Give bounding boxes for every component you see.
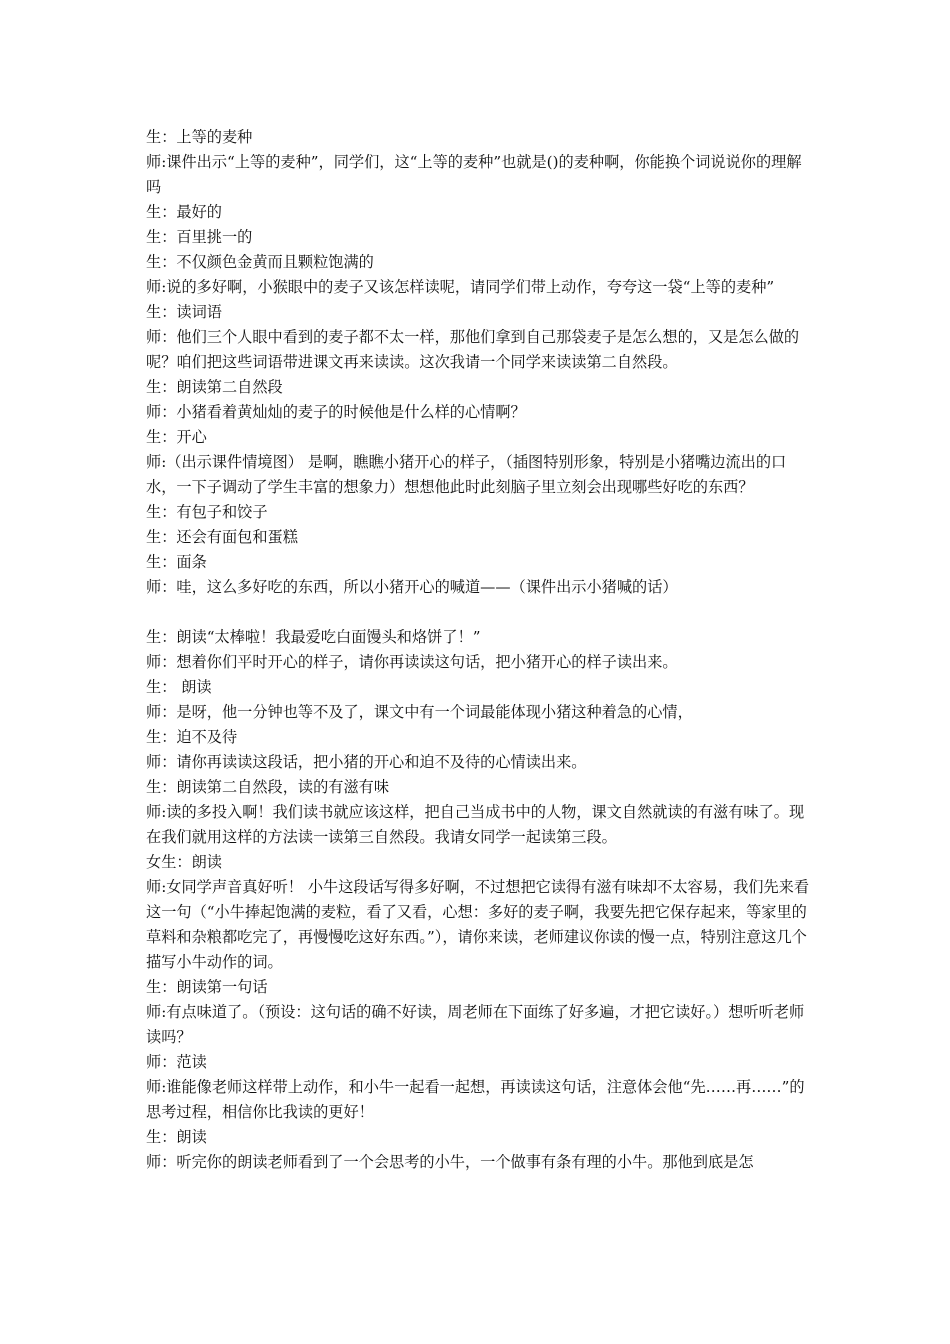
dialogue-line: 生： 朗读 [146,678,212,696]
dialogue-line: 生：面条 [146,553,207,571]
dialogue-line: 生：朗读第二自然段 [146,378,283,396]
dialogue-line: 师:有点味道了。（预设：这句话的确不好读，周老师在下面练了好多遍，才把它读好。）想听听老师读吗？ [146,1003,805,1046]
dialogue-line: 生：还会有面包和蛋糕 [146,528,298,546]
dialogue-line: 生：朗读 [146,1128,207,1146]
dialogue-line: 师：范读 [146,1053,207,1071]
dialogue-line: 师:读的多投入啊！我们读书就应该这样，把自己当成书中的人物，课文自然就读的有滋有味了。现在我们就用这样的方法读一读第三自然段。我请女同学一起读第三段。 [146,803,805,846]
dialogue-line: 师:女同学声音真好听！ 小牛这段话写得多好啊，不过想把它读得有滋有味却不太容易，我们先来看这一句（“小牛捧起饱满的麦粒，看了又看，心想：多好的麦子啊，我要先把它保存起来，等家里的草料和杂粮都吃完了，再慢慢吃这好东西。”），请你来读，老师建议你读的慢一点，特别注意这几个描写小牛动作的词。 [146,878,810,971]
dialogue-line: 师：请你再读读这段话，把小猪的开心和迫不及待的心情读出来。 [146,753,587,771]
dialogue-line: 师:课件出示“上等的麦种”，同学们，这“上等的麦种”也就是()的麦种啊，你能换个词说说你的理解吗 [146,153,802,196]
dialogue-line: 女生：朗读 [146,853,222,871]
dialogue-line: 师：他们三个人眼中看到的麦子都不太一样，那他们拿到自己那袋麦子是怎么想的，又是怎么做的呢？咱们把这些词语带进课文再来读读。这次我请一个同学来读读第二自然段。 [146,328,800,371]
dialogue-line: 生：朗读第二自然段，读的有滋有味 [146,778,389,796]
dialogue-line: 生：朗读“太棒啦！我最爱吃白面馒头和烙饼了！” [146,628,481,646]
dialogue-line: 师：小猪看着黄灿灿的麦子的时候他是什么样的心情啊？ [146,403,526,421]
dialogue-line: 师:（出示课件情境图） 是啊，瞧瞧小猪开心的样子，（插图特别形象，特别是小猪嘴边流出的口水，一下子调动了学生丰富的想象力）想想他此时此刻脑子里立刻会出现哪些好吃的东西？ [146,453,787,496]
dialogue-line: 师：想着你们平时开心的样子，请你再读读这句话，把小猪开心的样子读出来。 [146,653,678,671]
blank-line [146,600,814,625]
dialogue-line: 师:谁能像老师这样带上动作，和小牛一起看一起想，再读读这句话，注意体会他“先……再……”的思考过程，相信你比我读的更好！ [146,1078,805,1121]
dialogue-line: 师:说的多好啊，小猴眼中的麦子又该怎样读呢，请同学们带上动作，夸夸这一袋“上等的麦种” [146,278,775,296]
dialogue-line: 生：上等的麦种 [146,128,253,146]
dialogue-line: 生：读词语 [146,303,222,321]
dialogue-line: 生：有包子和饺子 [146,503,268,521]
dialogue-line: 生：开心 [146,428,207,446]
dialogue-line: 生：百里挑一的 [146,228,253,246]
dialogue-line: 师：是呀，他一分钟也等不及了，课文中有一个词最能体现小猪这种着急的心情， [146,703,693,721]
dialogue-line: 生：最好的 [146,203,222,221]
dialogue-line: 生：迫不及待 [146,728,238,746]
dialogue-line: 师：哇，这么多好吃的东西，所以小猪开心的喊道——（课件出示小猪喊的话） [146,578,678,596]
dialogue-line: 生：不仅颜色金黄而且颗粒饱满的 [146,253,374,271]
document-body [146,125,814,1175]
dialogue-line: 师：听完你的朗读老师看到了一个会思考的小牛，一个做事有条有理的小牛。那他到底是怎 [146,1153,754,1171]
dialogue-line: 生：朗读第一句话 [146,978,268,996]
